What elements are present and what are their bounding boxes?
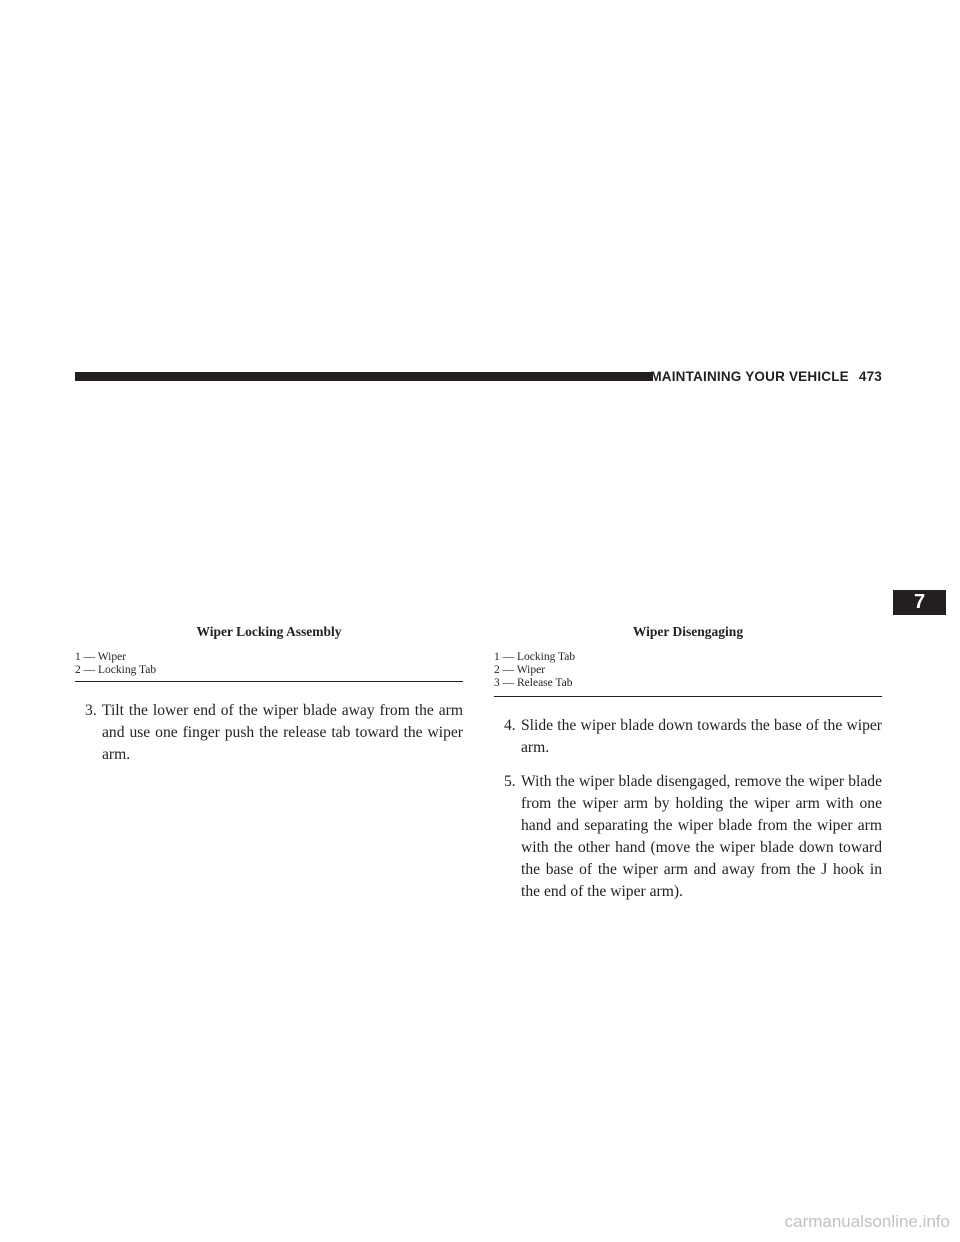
step-item (494, 715, 882, 759)
step-number: 5. (504, 773, 516, 790)
step-number: 3. (85, 702, 97, 719)
step-number: 4. (504, 717, 516, 734)
left-step-list (75, 700, 463, 778)
left-figure-title: Wiper Locking Assembly (196, 624, 342, 639)
legend-item: 1 — Wiper (75, 651, 127, 663)
step-text: With the wiper blade disengaged, remove the wiper blade from the wiper arm by holding the wiper arm with one hand and separating the wiper blade from the wiper arm with the other hand (move the wiper blade down toward the base of the wiper arm and away from the J hook in the end of the wiper arm). (521, 773, 882, 900)
right-figure-legend (494, 651, 575, 690)
legend-item: 2 — Wiper (494, 664, 546, 676)
running-header (650, 366, 882, 386)
legend-item: 2 — Locking Tab (75, 664, 157, 676)
left-figure-rule (75, 681, 463, 682)
legend-item: 3 — Release Tab (494, 677, 573, 689)
header-rule-bar (75, 372, 653, 381)
left-figure-legend (75, 651, 156, 677)
right-figure-title: Wiper Disengaging (632, 624, 744, 639)
step-text: Tilt the lower end of the wiper blade away from the arm and use one finger push the release tab toward the wiper arm. (102, 702, 463, 763)
watermark: carmanualsonline.info (784, 1212, 950, 1231)
step-item (75, 700, 463, 766)
chapter-tab[interactable]: 7 (893, 590, 946, 615)
step-item (494, 771, 882, 903)
section-title: MAINTAINING YOUR VEHICLE (650, 368, 849, 384)
right-step-list (494, 715, 882, 915)
right-figure-rule (494, 696, 882, 697)
legend-item: 1 — Locking Tab (494, 651, 576, 663)
page-number: 473 (858, 368, 882, 384)
step-text: Slide the wiper blade down towards the base of the wiper arm. (521, 717, 882, 756)
